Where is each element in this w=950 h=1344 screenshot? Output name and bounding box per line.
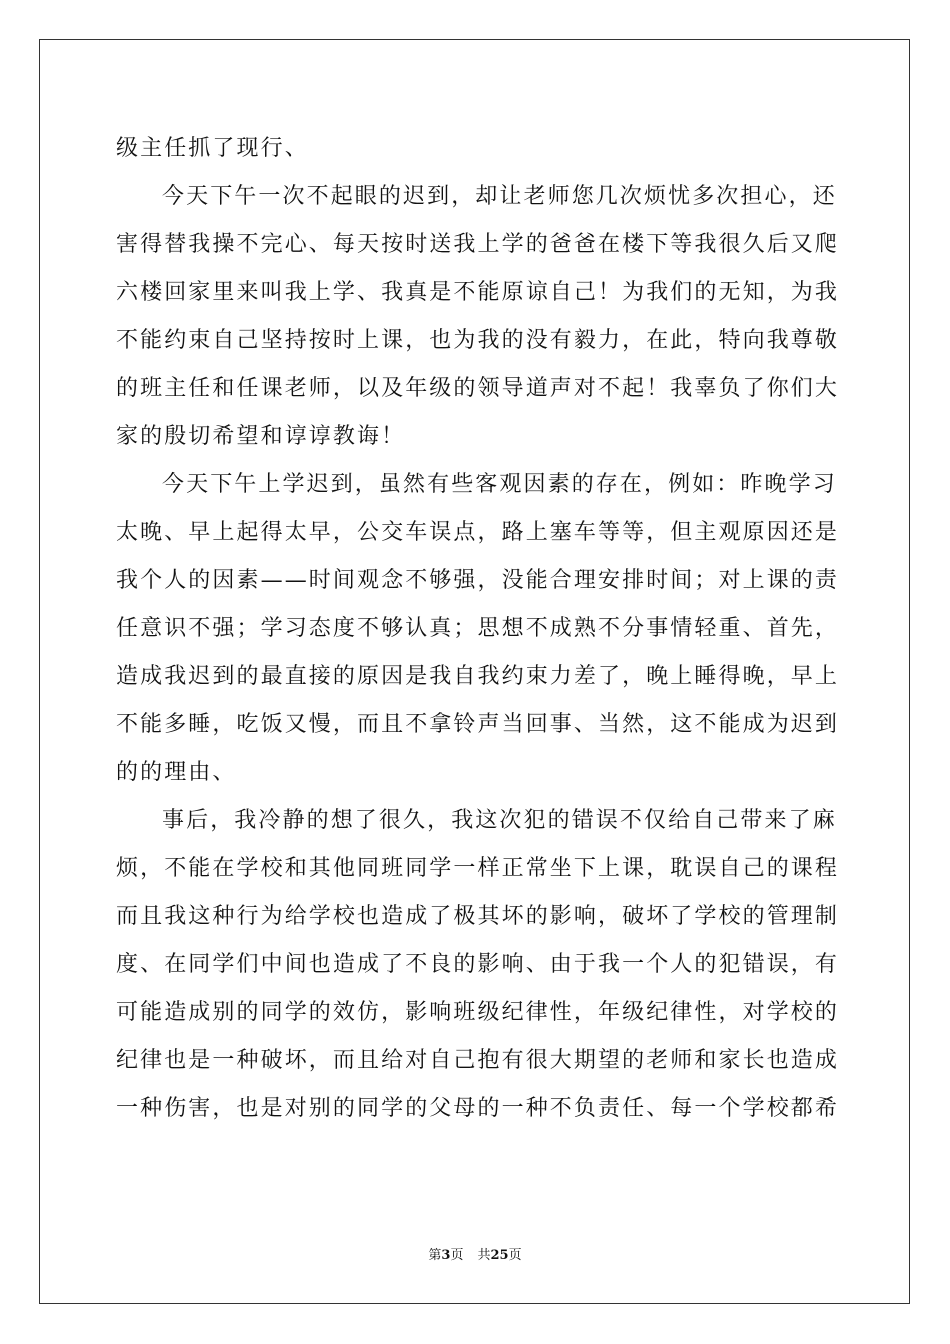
text-line-10: 我个人的因素——时间观念不够强，没能合理安排时间；对上课的责 [116, 568, 840, 593]
text-line-9: 太晚、早上起得太早，公交车误点，路上塞车等等，但主观原因还是 [116, 520, 840, 545]
text-line-3: 害得替我操不完心、每天按时送我上学的爸爸在楼下等我很久后又爬 [116, 232, 840, 257]
page-prefix: 第 [428, 1248, 442, 1263]
page-suffix: 页 [450, 1248, 464, 1263]
text-line-19: 可能造成别的同学的效仿，影响班级纪律性，年级纪律性，对学校的 [116, 1000, 840, 1025]
text-line-12: 造成我迟到的最直接的原因是我自我约束力差了，晚上睡得晚，早上 [116, 664, 840, 689]
total-prefix: 共 [477, 1248, 491, 1263]
text-line-2: 今天下午一次不起眼的迟到，却让老师您几次烦忧多次担心，还 [162, 184, 837, 209]
text-line-13: 不能多睡，吃饭又慢，而且不拿铃声当回事、当然，这不能成为迟到 [116, 712, 840, 737]
page-footer [0, 1247, 950, 1265]
text-line-20: 纪律也是一种破坏，而且给对自己抱有很大期望的老师和家长也造成 [116, 1048, 840, 1073]
document-body [116, 125, 840, 1133]
text-line-11: 任意识不强；学习态度不够认真；思想不成熟不分事情轻重、首先， [116, 616, 840, 641]
text-line-17: 而且我这种行为给学校也造成了极其坏的影响，破坏了学校的管理制 [116, 904, 840, 929]
text-line-15: 事后，我冷静的想了很久，我这次犯的错误不仅给自己带来了麻 [162, 808, 837, 833]
text-line-6: 的班主任和任课老师，以及年级的领导道声对不起！我辜负了你们大 [116, 376, 840, 401]
text-line-7: 家的殷切希望和谆谆教诲！ [116, 424, 406, 449]
text-line-8: 今天下午上学迟到，虽然有些客观因素的存在，例如：昨晚学习 [162, 472, 837, 497]
page-number: 3 [441, 1248, 451, 1263]
text-line-5: 不能约束自己坚持按时上课，也为我的没有毅力，在此，特向我尊敬 [116, 328, 840, 353]
text-line-18: 度、在同学们中间也造成了不良的影响、由于我一个人的犯错误，有 [116, 952, 840, 977]
text-line-1: 级主任抓了现行、 [116, 136, 309, 161]
text-line-21: 一种伤害，也是对别的同学的父母的一种不负责任、每一个学校都希 [116, 1096, 840, 1121]
text-line-14: 的的理由、 [116, 760, 237, 785]
total-suffix: 页 [508, 1248, 522, 1263]
text-line-4: 六楼回家里来叫我上学、我真是不能原谅自己！为我们的无知，为我 [116, 280, 840, 305]
total-pages: 25 [490, 1248, 509, 1263]
text-line-16: 烦，不能在学校和其他同班同学一样正常坐下上课，耽误自己的课程 [116, 856, 840, 881]
